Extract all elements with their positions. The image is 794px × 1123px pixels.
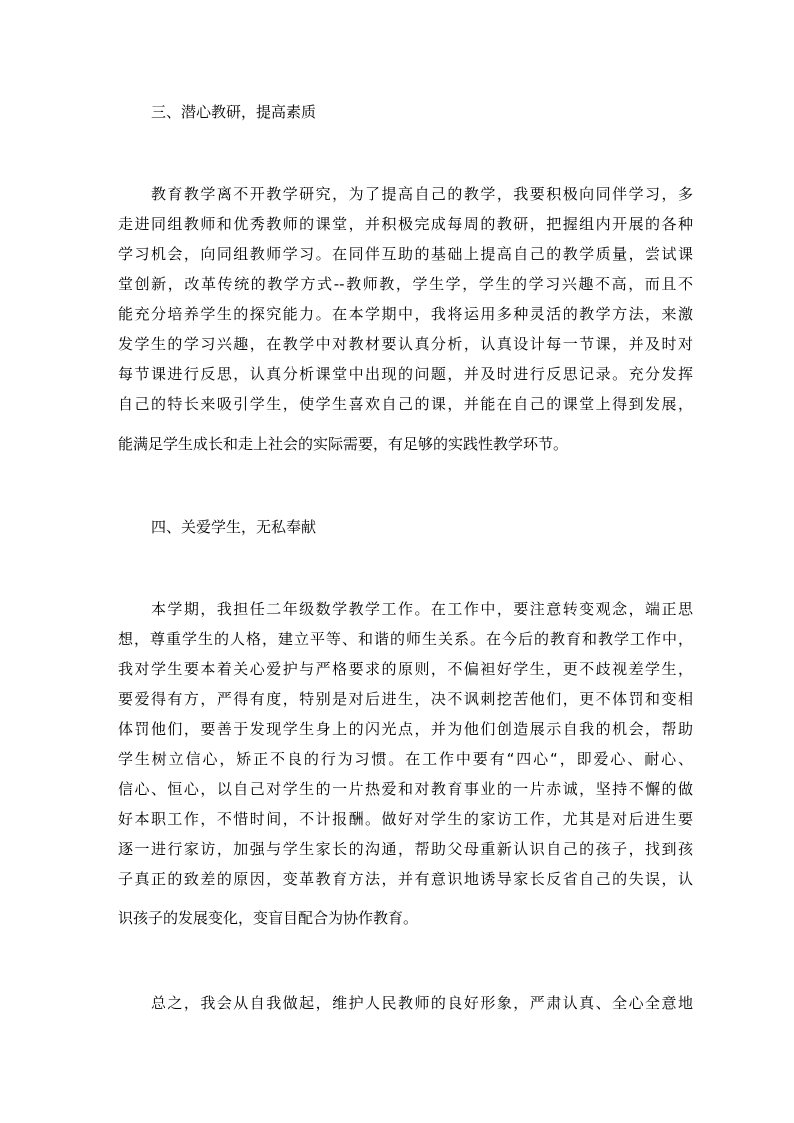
paragraph-line: 走进同组教师和优秀教师的课堂，并积极完成每周的教研，把握组内开展的各种 <box>118 215 693 233</box>
paragraph-line: 学习机会，向同组教师学习。在同伴互助的基础上提高自己的教学质量，尝试课 <box>118 245 693 263</box>
paragraph-line: 每节课进行反思，认真分析课堂中出现的问题，并及时进行反思记录。充分发挥 <box>118 365 693 383</box>
paragraph-line: 学生树立信心，矫正不良的行为习惯。在工作中要有“四心“，即爱心、耐心、 <box>118 750 693 768</box>
paragraph-line: 能充分培养学生的探究能力。在本学期中，我将运用多种灵活的教学方法，来激 <box>118 305 693 323</box>
paragraph-line: 发学生的学习兴趣，在教学中对教材要认真分析，认真设计每一节课，并及时对 <box>118 335 693 353</box>
paragraph-line: 信心、恒心，以自己对学生的一片热爱和对教育事业的一片赤诚，坚持不懈的做 <box>118 780 693 798</box>
paragraph-line: 要爱得有方，严得有度，特别是对后进生，决不讽刺挖苦他们，更不体罚和变相 <box>118 690 693 708</box>
paragraph-line: 逐一进行家访，加强与学生家长的沟通，帮助父母重新认识自己的孩子，找到孩 <box>118 840 693 858</box>
paragraph-line: 子真正的致差的原因，变革教育方法，并有意识地诱导家长反省自己的失误，认 <box>118 870 693 888</box>
section-heading-4: 四、关爱学生，无私奉献 <box>151 518 317 536</box>
paragraph-line: 能满足学生成长和走上社会的实际需要，有足够的实践性教学环节。 <box>118 435 569 453</box>
section-heading-3: 三、潜心教研，提高素质 <box>151 103 317 121</box>
paragraph-line: 总之，我会从自我做起，维护人民教师的良好形象，严肃认真、全心全意地 <box>118 994 693 1012</box>
paragraph-line: 本学期，我担任二年级数学教学工作。在工作中，要注意转变观念，端正思 <box>118 600 693 618</box>
paragraph-line: 识孩子的发展变化，变盲目配合为协作教育。 <box>118 909 419 927</box>
paragraph-line: 体罚他们，要善于发现学生身上的闪光点，并为他们创造展示自我的机会，帮助 <box>118 720 693 738</box>
paragraph-line: 想，尊重学生的人格，建立平等、和谐的师生关系。在今后的教育和教学工作中， <box>118 630 693 648</box>
paragraph-line: 我对学生要本着关心爱护与严格要求的原则，不偏袒好学生，更不歧视差学生， <box>118 660 693 678</box>
paragraph-line: 好本职工作，不惜时间，不计报酬。做好对学生的家访工作，尤其是对后进生要 <box>118 810 693 828</box>
paragraph-line: 自己的特长来吸引学生，使学生喜欢自己的课，并能在自己的课堂上得到发展， <box>118 395 693 413</box>
paragraph-line: 教育教学离不开教学研究，为了提高自己的教学，我要积极向同伴学习，多 <box>118 185 693 203</box>
paragraph-line: 堂创新，改革传统的教学方式--教师教，学生学，学生的学习兴趣不高，而且不 <box>118 275 693 293</box>
